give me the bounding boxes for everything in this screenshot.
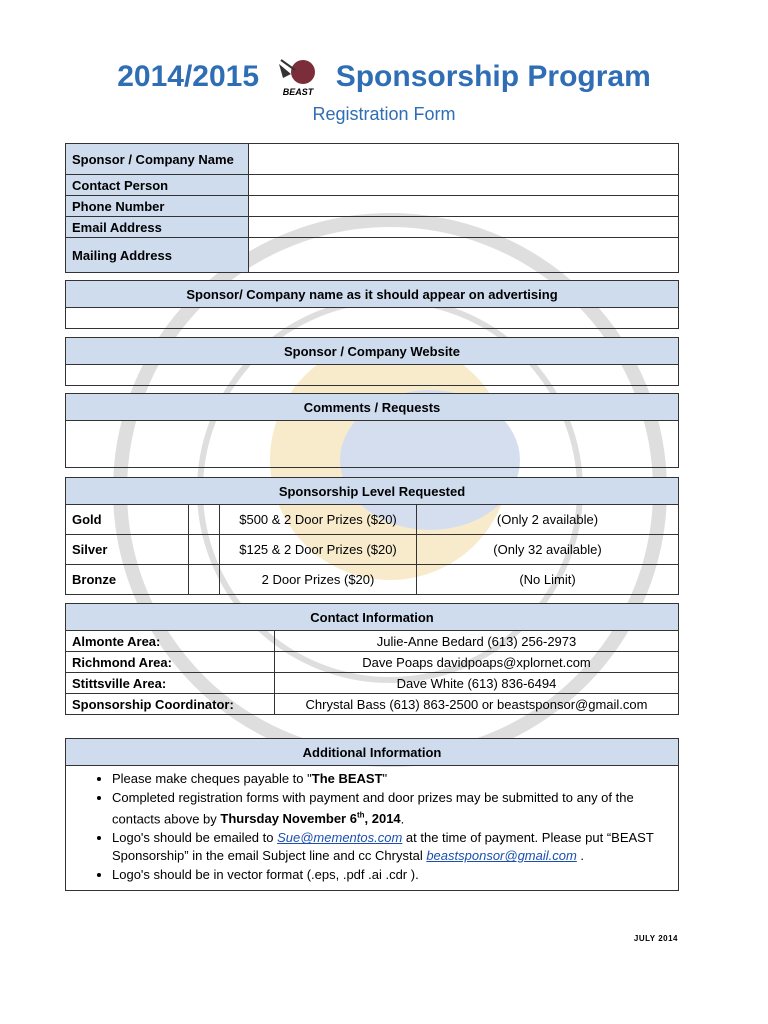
- list-item: • Please make cheques payable to "The BEAST": [112, 770, 672, 788]
- advertising-field[interactable]: [66, 308, 679, 329]
- website-table: [65, 337, 679, 386]
- comments-header: Comments / Requests: [66, 394, 679, 421]
- level-price: $125 & 2 Door Prizes ($20): [220, 535, 417, 565]
- table-row: [66, 652, 679, 673]
- level-availability: (Only 2 available): [417, 505, 679, 535]
- contact-details: Chrystal Bass (613) 863-2500 or beastsponsor@gmail.com: [275, 694, 679, 715]
- phone-label: Phone Number: [66, 196, 249, 217]
- levels-header: Sponsorship Level Requested: [66, 478, 679, 505]
- comments-table: [65, 393, 679, 468]
- additional-list: [72, 770, 672, 884]
- comments-field[interactable]: [66, 421, 679, 468]
- contacts-header: Contact Information: [66, 604, 679, 631]
- phone-field[interactable]: [249, 196, 679, 217]
- level-price: 2 Door Prizes ($20): [220, 565, 417, 595]
- advertising-table: [65, 280, 679, 329]
- sponsorship-level-table: [65, 477, 679, 595]
- table-row: [66, 673, 679, 694]
- level-row-silver: [66, 535, 679, 565]
- level-checkbox-silver[interactable]: [189, 535, 220, 565]
- website-field[interactable]: [66, 365, 679, 386]
- mailing-label: Mailing Address: [66, 238, 249, 273]
- beastsponsor-email-link[interactable]: beastsponsor@gmail.com: [426, 848, 577, 864]
- website-header: Sponsor / Company Website: [66, 338, 679, 365]
- contact-area: Sponsorship Coordinator:: [66, 694, 275, 715]
- title-year: 2014/2015: [117, 59, 260, 93]
- contact-info-table: [65, 603, 679, 715]
- list-item: • Completed registration forms with payment and door prizes may be submitted to any of the contacts above by Thursday November 6th, 2014.: [112, 789, 672, 828]
- table-row: [66, 694, 679, 715]
- level-row-bronze: [66, 565, 679, 595]
- sue-email-link[interactable]: Sue@mementos.com: [277, 830, 403, 846]
- title-text: Sponsorship Program: [335, 59, 651, 93]
- level-name: Gold: [66, 505, 189, 535]
- additional-body: [66, 766, 679, 891]
- level-availability: (No Limit): [417, 565, 679, 595]
- contact-details: Dave Poaps davidpoaps@xplornet.com: [275, 652, 679, 673]
- contact-area: Almonte Area:: [66, 631, 275, 652]
- contact-person-field[interactable]: [249, 175, 679, 196]
- footer-date: JULY 2014: [633, 934, 678, 943]
- list-item: • Logo's should be emailed to Sue@mementos.com at the time of payment. Please put “BEAST Sponsorship” in the email Subject line and cc Chrystal beastsponsor@gmail.com .: [112, 829, 672, 865]
- additional-info-table: [65, 738, 679, 891]
- sponsor-info-table: [65, 143, 679, 273]
- page-title: [0, 56, 768, 100]
- additional-header: Additional Information: [66, 739, 679, 766]
- advertising-header: Sponsor/ Company name as it should appear on advertising: [66, 281, 679, 308]
- level-row-gold: [66, 505, 679, 535]
- table-row: [66, 631, 679, 652]
- company-name-label: Sponsor / Company Name: [66, 144, 249, 175]
- contact-area: Richmond Area:: [66, 652, 275, 673]
- email-field[interactable]: [249, 217, 679, 238]
- contact-details: Julie-Anne Bedard (613) 256-2973: [275, 631, 679, 652]
- contact-person-label: Contact Person: [66, 175, 249, 196]
- company-name-field[interactable]: [249, 144, 679, 175]
- beast-logo: [271, 56, 323, 100]
- svg-text:BEAST: BEAST: [283, 87, 314, 97]
- level-price: $500 & 2 Door Prizes ($20): [220, 505, 417, 535]
- level-checkbox-gold[interactable]: [189, 505, 220, 535]
- mailing-field[interactable]: [249, 238, 679, 273]
- list-item: • Logo's should be in vector format (.eps, .pdf .ai .cdr ).: [112, 866, 672, 884]
- email-label: Email Address: [66, 217, 249, 238]
- level-availability: (Only 32 available): [417, 535, 679, 565]
- level-name: Bronze: [66, 565, 189, 595]
- page-subtitle: Registration Form: [312, 104, 456, 124]
- contact-area: Stittsville Area:: [66, 673, 275, 694]
- level-name: Silver: [66, 535, 189, 565]
- contact-details: Dave White (613) 836-6494: [275, 673, 679, 694]
- level-checkbox-bronze[interactable]: [189, 565, 220, 595]
